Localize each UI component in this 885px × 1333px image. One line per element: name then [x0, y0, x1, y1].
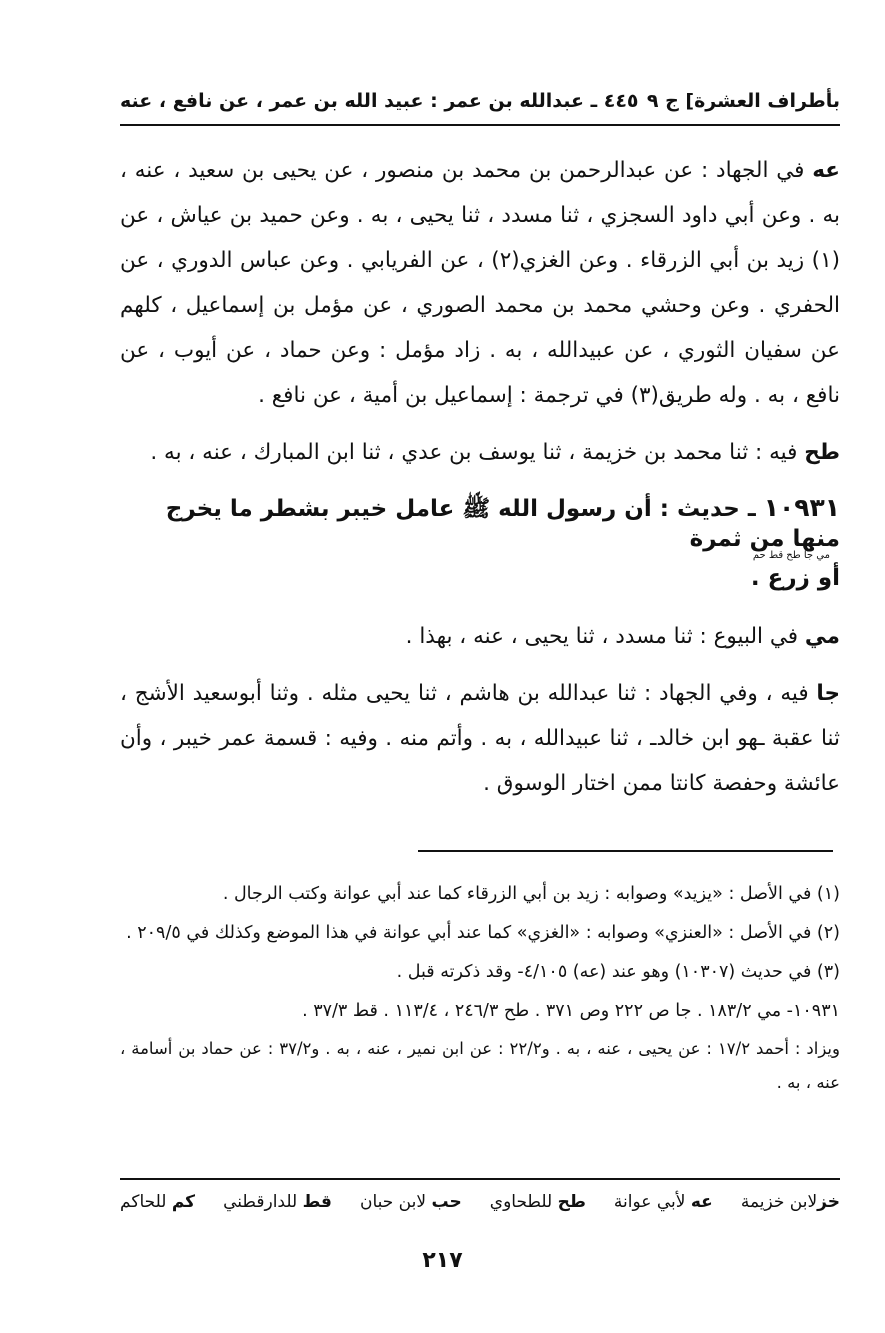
hadith-references: ١٠٩٣١- مي ١٨٣/٢ . جا ص ٢٢٢ وص ٣٧١ . طح ٢٤٦/٣ ، ١١٣/٤ . قط ٣٧/٣ .: [302, 1001, 840, 1021]
abbreviation-name: لابن خزيمة: [740, 1192, 818, 1212]
source-siglum: طح: [804, 440, 840, 465]
hadith-label: ـ حديث :: [659, 496, 756, 522]
abbreviation-item: [741, 1192, 840, 1222]
running-header: [120, 84, 840, 126]
hadith-entry: [120, 493, 840, 592]
abbreviation-code: عه: [690, 1192, 713, 1212]
abbreviation-name: لابن حبان: [359, 1192, 427, 1212]
abbreviation-code: قط: [302, 1192, 332, 1212]
abbreviation-name: للطحاوي: [489, 1192, 553, 1212]
abbreviation-code: كم: [171, 1192, 196, 1212]
paragraph-abu-awana: [120, 148, 840, 418]
paragraph-tahawi: [120, 430, 840, 475]
abbreviation-item: [223, 1192, 332, 1222]
paragraph-darimi: [120, 614, 840, 659]
hadith-heading: [120, 493, 840, 554]
paragraph-text: في الجهاد : عن عبدالرحمن بن محمد بن منصور ، عن يحيى بن سعيد ، عنه ، به . وعن أبي داود السجزي ، ثنا مسدد ، ثنا يحيى ، به . وعن حميد بن عياش ، عن (١) زيد بن أبي الزرقاء . وعن الغزي(٢) ، عن الفريابي . وعن عباس الدوري ، عن الحفري . وعن وحشي محمد بن محمد الصوري ، عن مؤمل بن إسماعيل ، كلهم عن سفيان الثوري ، عن عبيدالله ، به . زاد مؤمل : وعن حماد ، عن أيوب ، عن نافع ، به . وله طريق(٣) في ترجمة : إسماعيل بن أمية ، عن نافع .: [120, 158, 841, 408]
abbreviation-name: للدارقطني: [223, 1192, 298, 1212]
header-book-title: بأطراف العشرة] ج ٩: [646, 90, 840, 112]
paragraph-text: فيه : ثنا محمد بن خزيمة ، ثنا يوسف بن عدي ، ثنا ابن المبارك ، عنه ، به .: [150, 440, 798, 465]
key-separator: [120, 1178, 840, 1180]
source-siglum: عه: [812, 158, 840, 183]
footnotes: [120, 876, 840, 1103]
page-number: ٢١٧: [422, 1248, 463, 1273]
header-chapter-title: ٤٤٥ ـ عبدالله بن عمر : عبيد الله بن عمر ، عن نافع ، عنه: [120, 90, 639, 112]
abbreviation-item: [120, 1192, 195, 1222]
footnote-1: (١) في الأصل : «يزيد» وصوابه : زيد بن أبي الزرقاء كما عند أبي عوانة وكتب الرجال .: [222, 884, 840, 904]
paragraph-ibn-jarud: [120, 671, 840, 806]
hadith-text: أن رسول الله ﷺ عامل خيبر بشطر ما يخرج منها من ثمرة: [165, 496, 840, 552]
abbreviation-code: طح: [557, 1192, 586, 1212]
hadith-number: ١٠٩٣١: [763, 493, 840, 522]
hadith-sources-sigla: مي جا طح قط حم: [752, 550, 830, 561]
paragraph-text: في البيوع : ثنا مسدد ، ثنا يحيى ، عنه ، بهذا .: [405, 624, 799, 649]
paragraph-text: فيه ، وفي الجهاد : ثنا عبدالله بن هاشم ، ثنا يحيى مثله . وثنا أبوسعيد الأشج ، ثنا عقبة ـهو ابن خالدـ ، ثنا عبيدالله ، به . وأتم منه . وفيه : قسمة عمر خيبر ، وأن عائشة وحفصة كانتا ممن اختار الوسوق .: [120, 681, 840, 796]
abbreviation-item: [360, 1192, 462, 1222]
abbreviation-code: حب: [431, 1192, 462, 1212]
footnote-3: (٣) في حديث (١٠٣٠٧) وهو عند (عه) ٤/١٠٥- وقد ذكرته قبل .: [396, 962, 840, 982]
hadith-text-continuation: أو زرع .: [750, 565, 840, 591]
main-text: [120, 148, 840, 806]
footnote-2: (٢) في الأصل : «العنزي» وصوابه : «الغزي» كما عند أبي عوانة في هذا الموضع وكذلك في ٢٠٩/٥ .: [126, 923, 840, 943]
footnote-separator: [418, 850, 833, 852]
abbreviation-code: خز: [817, 1192, 840, 1212]
source-siglum: جا: [816, 681, 840, 706]
abbreviation-key: [120, 1192, 840, 1222]
additional-references: ويزاد : أحمد ١٧/٢ : عن يحيى ، عنه ، به . و٢٢/٢ : عن ابن نمير ، عنه ، به . و٣٧/٢ : عن حماد بن أسامة ، عنه ، به .: [120, 1039, 840, 1092]
abbreviation-item: [614, 1192, 713, 1222]
abbreviation-name: لأبي عوانة: [613, 1192, 686, 1212]
source-siglum: مي: [804, 624, 840, 649]
abbreviation-name: للحاكم: [120, 1192, 167, 1212]
abbreviation-item: [490, 1192, 586, 1222]
